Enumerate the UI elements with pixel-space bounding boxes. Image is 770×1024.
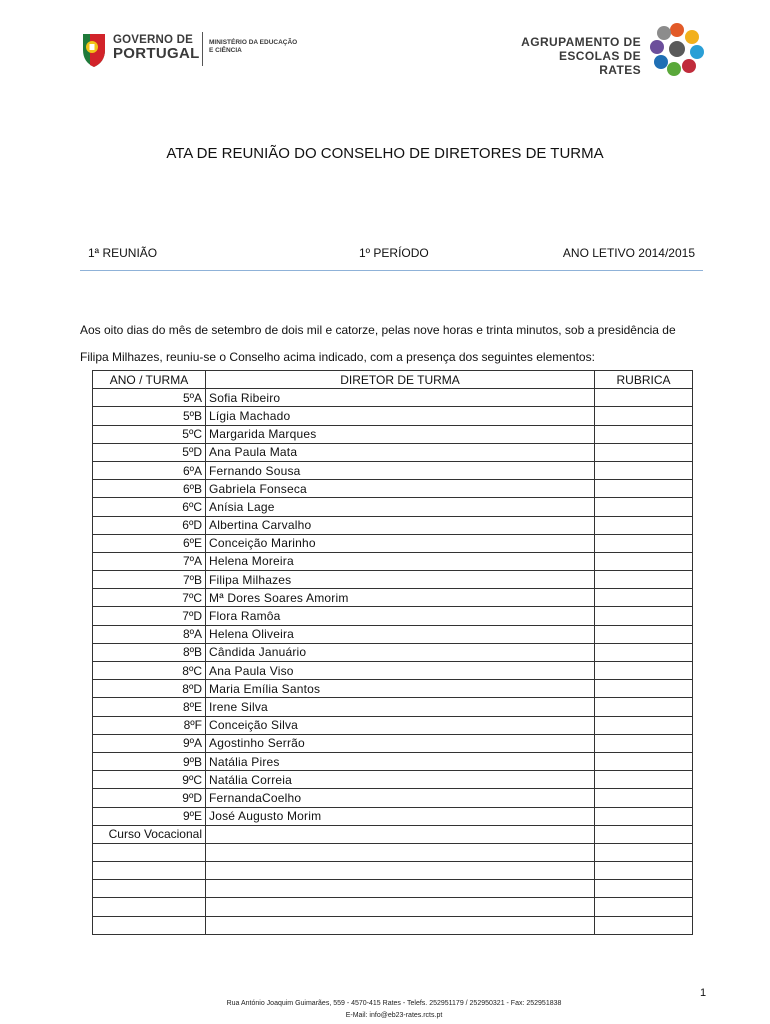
table-row	[93, 752, 693, 770]
rubrica-cell	[595, 771, 693, 789]
table-row	[93, 662, 693, 680]
meeting-number: 1ª REUNIÃO	[88, 246, 158, 260]
turma-cell: 6ºB	[93, 480, 206, 498]
rubrica-cell	[595, 407, 693, 425]
attendance-table	[92, 370, 693, 935]
turma-cell: 9ºE	[93, 807, 206, 825]
rubrica-cell	[595, 734, 693, 752]
diretor-cell: Cândida Januário	[206, 643, 595, 661]
table-row	[93, 843, 693, 861]
intro-paragraph	[80, 317, 720, 371]
turma-cell: 7ºC	[93, 589, 206, 607]
footer-email: E-Mail: info@eb23-rates.rcts.pt	[345, 1012, 443, 1019]
rubrica-cell	[595, 607, 693, 625]
diretor-cell: Irene Silva	[206, 698, 595, 716]
table-row	[93, 862, 693, 880]
table-row	[93, 734, 693, 752]
diretor-cell	[206, 843, 595, 861]
turma-cell: 9ºC	[93, 771, 206, 789]
school-logo-icon	[650, 22, 704, 76]
turma-cell: 7ºA	[93, 552, 206, 570]
header-rubrica: RUBRICA	[595, 371, 693, 389]
diretor-cell: Natália Correia	[206, 771, 595, 789]
table-row	[93, 516, 693, 534]
turma-cell: 6ºE	[93, 534, 206, 552]
turma-cell: 5ºD	[93, 443, 206, 461]
school-year: ANO LETIVO 2014/2015	[562, 246, 695, 260]
diretor-cell: Helena Moreira	[206, 552, 595, 570]
table-row	[93, 571, 693, 589]
school-name-line1: AGRUPAMENTO DE	[521, 35, 641, 49]
table-row	[93, 552, 693, 570]
rubrica-cell	[595, 862, 693, 880]
turma-cell: 7ºB	[93, 571, 206, 589]
rubrica-cell	[595, 589, 693, 607]
rubrica-cell	[595, 807, 693, 825]
diretor-cell: Maria Emília Santos	[206, 680, 595, 698]
school-name-line2: ESCOLAS DE RATES	[558, 49, 641, 77]
table-row	[93, 407, 693, 425]
diretor-cell: Helena Oliveira	[206, 625, 595, 643]
ministry-line1: MINISTÉRIO DA EDUCAÇÃO	[209, 39, 298, 46]
portugal-emblem-icon	[80, 30, 108, 68]
turma-cell: 5ºA	[93, 389, 206, 407]
diretor-cell: Anísia Lage	[206, 498, 595, 516]
meeting-period: 1º PERÍODO	[359, 246, 429, 260]
table-row	[93, 698, 693, 716]
rubrica-cell	[595, 552, 693, 570]
turma-cell	[93, 916, 206, 934]
gov-logo-line2: PORTUGAL	[113, 45, 200, 62]
rubrica-cell	[595, 880, 693, 898]
intro-line-2: Filipa Milhazes, reuniu-se o Conselho acima indicado, com a presença dos seguintes elementos:	[80, 350, 595, 364]
rubrica-cell	[595, 698, 693, 716]
table-row	[93, 534, 693, 552]
page-header	[0, 0, 770, 90]
diretor-cell: Conceição Marinho	[206, 534, 595, 552]
page-number: 1	[700, 987, 707, 999]
rubrica-cell	[595, 916, 693, 934]
turma-cell	[93, 862, 206, 880]
turma-cell: 6ºA	[93, 461, 206, 479]
turma-cell	[93, 843, 206, 861]
table-row	[93, 625, 693, 643]
rubrica-cell	[595, 461, 693, 479]
rubrica-cell	[595, 752, 693, 770]
table-row	[93, 461, 693, 479]
diretor-cell: FernandaCoelho	[206, 789, 595, 807]
table-row	[93, 389, 693, 407]
turma-cell: 8ºB	[93, 643, 206, 661]
gov-logo-line1: GOVERNO DE	[113, 34, 193, 46]
rubrica-cell	[595, 625, 693, 643]
diretor-cell: Albertina Carvalho	[206, 516, 595, 534]
government-wordmark	[113, 34, 200, 60]
turma-cell: 8ºF	[93, 716, 206, 734]
diretor-cell: Mª Dores Soares Amorim	[206, 589, 595, 607]
footer-address: Rua António Joaquim Guimarães, 559 - 4570-415 Rates - Telefs. 252951179 / 252950321 - Fax: 252951838	[226, 1000, 562, 1007]
table-row	[93, 607, 693, 625]
turma-cell: 5ºB	[93, 407, 206, 425]
school-name	[519, 35, 641, 77]
rubrica-cell	[595, 443, 693, 461]
table-row	[93, 771, 693, 789]
diretor-cell	[206, 880, 595, 898]
logo-divider	[202, 32, 203, 66]
diretor-cell: Agostinho Serrão	[206, 734, 595, 752]
turma-cell: 8ºA	[93, 625, 206, 643]
government-logo	[80, 30, 300, 70]
diretor-cell: Ana Paula Viso	[206, 662, 595, 680]
turma-cell	[93, 898, 206, 916]
diretor-cell: Flora Ramôa	[206, 607, 595, 625]
rubrica-cell	[595, 898, 693, 916]
diretor-cell: Lígia Machado	[206, 407, 595, 425]
table-row	[93, 807, 693, 825]
diretor-cell: Natália Pires	[206, 752, 595, 770]
diretor-cell	[206, 916, 595, 934]
ministry-line2: E CIÊNCIA	[209, 47, 242, 54]
table-row	[93, 898, 693, 916]
rubrica-cell	[595, 571, 693, 589]
turma-cell: 9ºA	[93, 734, 206, 752]
diretor-cell: Gabriela Fonseca	[206, 480, 595, 498]
turma-cell: 8ºE	[93, 698, 206, 716]
turma-cell: 5ºC	[93, 425, 206, 443]
table-row	[93, 480, 693, 498]
turma-cell: 9ºB	[93, 752, 206, 770]
table-row	[93, 443, 693, 461]
rubrica-cell	[595, 825, 693, 843]
turma-cell: 6ºC	[93, 498, 206, 516]
diretor-cell	[206, 898, 595, 916]
rubrica-cell	[595, 516, 693, 534]
intro-line-1: Aos oito dias do mês de setembro de dois mil e catorze, pelas nove horas e trinta minutos, sob a presidência de	[80, 323, 676, 337]
turma-cell: 8ºC	[93, 662, 206, 680]
table-row	[93, 825, 693, 843]
table-row	[93, 589, 693, 607]
table-row	[93, 880, 693, 898]
table-row	[93, 716, 693, 734]
table-row	[93, 643, 693, 661]
diretor-cell: Conceição Silva	[206, 716, 595, 734]
diretor-cell: José Augusto Morim	[206, 807, 595, 825]
diretor-cell	[206, 825, 595, 843]
rubrica-cell	[595, 843, 693, 861]
table-row	[93, 498, 693, 516]
rubrica-cell	[595, 662, 693, 680]
diretor-cell: Margarida Marques	[206, 425, 595, 443]
rubrica-cell	[595, 789, 693, 807]
diretor-cell: Filipa Milhazes	[206, 571, 595, 589]
rubrica-cell	[595, 498, 693, 516]
header-diretor: DIRETOR DE TURMA	[206, 371, 595, 389]
rubrica-cell	[595, 389, 693, 407]
table-row	[93, 425, 693, 443]
header-rule	[80, 270, 703, 271]
turma-cell: 7ºD	[93, 607, 206, 625]
rubrica-cell	[595, 425, 693, 443]
diretor-cell: Ana Paula Mata	[206, 443, 595, 461]
diretor-cell: Fernando Sousa	[206, 461, 595, 479]
document-title: ATA DE REUNIÃO DO CONSELHO DE DIRETORES DE TURMA	[166, 145, 604, 162]
rubrica-cell	[595, 680, 693, 698]
diretor-cell: Sofia Ribeiro	[206, 389, 595, 407]
rubrica-cell	[595, 643, 693, 661]
rubrica-cell	[595, 480, 693, 498]
table-row	[93, 789, 693, 807]
ministry-name	[209, 39, 309, 55]
turma-cell: 8ºD	[93, 680, 206, 698]
table-row	[93, 916, 693, 934]
turma-cell	[93, 880, 206, 898]
table-header-row	[93, 371, 693, 389]
diretor-cell	[206, 862, 595, 880]
page-footer	[0, 998, 770, 1022]
rubrica-cell	[595, 534, 693, 552]
header-turma: ANO / TURMA	[93, 371, 206, 389]
turma-cell: Curso Vocacional	[93, 825, 206, 843]
rubrica-cell	[595, 716, 693, 734]
table-row	[93, 680, 693, 698]
turma-cell: 9ºD	[93, 789, 206, 807]
turma-cell: 6ºD	[93, 516, 206, 534]
